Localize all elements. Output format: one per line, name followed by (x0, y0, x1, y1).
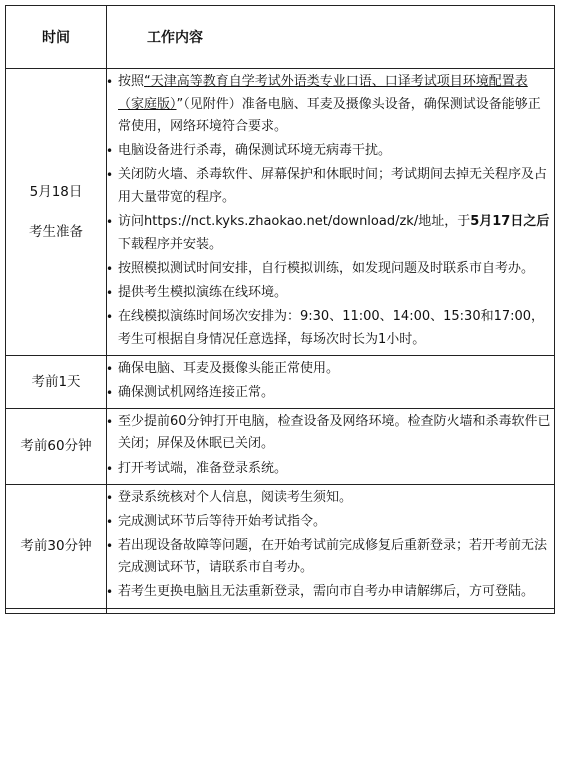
time-line: 考前1天 (31, 373, 81, 390)
list-item: • 确保电脑、耳麦及摄像头能正常使用。 (107, 358, 551, 381)
bullet-icon: • (106, 168, 114, 183)
content-cell (107, 69, 555, 356)
list-item: • 按照“天津高等教育自学考试外语类专业口语、口译考试项目环境配置表（家庭版）”（见附件）准备电脑、耳麦及摄像头设备，确保测试设备能够正常使用，网络环境符合要求。 (107, 71, 551, 139)
bullet-icon: • (106, 538, 114, 553)
time-line: 考前30分钟 (20, 538, 92, 555)
schedule-row (6, 355, 555, 408)
bullet-icon: • (106, 215, 114, 230)
list-item: • 若考生更换电脑且无法重新登录，需向市自考办申请解绑后，方可登陆。 (107, 581, 551, 604)
bullet-icon: • (106, 585, 114, 600)
time-cell (6, 408, 107, 484)
continuation-cell (6, 608, 107, 613)
list-item: • 关闭防火墙、杀毒软件、屏幕保护和休眠时间；考试期间去掉无关程序及占用大量带宽的程序。 (107, 164, 551, 209)
list-item: • 打开考试端，准备登录系统。 (107, 458, 551, 481)
time-line: 考前60分钟 (20, 438, 92, 455)
schedule-row (6, 484, 555, 608)
bullet-icon: • (106, 461, 114, 476)
list-item: • 按照模拟测试时间安排，自行模拟训练，如发现问题及时联系市自考办。 (107, 258, 551, 281)
header-row (6, 6, 555, 69)
bullet-icon: • (106, 285, 114, 300)
time-cell (6, 69, 107, 356)
time-cell (6, 484, 107, 608)
bullet-icon: • (106, 514, 114, 529)
bullet-icon: • (106, 261, 114, 276)
list-item: • 确保测试机网络连接正常。 (107, 382, 551, 405)
list-item: • 若出现设备故障等问题，在开始考试前完成修复后重新登录；若开考前无法完成测试环节，请联系市自考办。 (107, 535, 551, 580)
bullet-icon: • (106, 490, 114, 505)
list-item: • 完成测试环节后等待开始考试指令。 (107, 511, 551, 534)
header-time: 时间 (6, 6, 107, 69)
bullet-icon: • (106, 75, 114, 89)
bullet-icon: • (106, 309, 114, 324)
config-table-link[interactable]: “天津高等教育自学考试外语类专业口语、口译考试项目环境配置表（家庭版） (118, 74, 528, 112)
table-continuation-row (6, 608, 555, 613)
schedule-row (6, 69, 555, 356)
content-cell (107, 355, 555, 408)
schedule-row (6, 408, 555, 484)
bullet-icon: • (106, 414, 114, 429)
list-item: • 登录系统核对个人信息，阅读考生须知。 (107, 487, 551, 510)
list-item: • 在线模拟演练时间场次安排为：9:30、11:00、14:00、15:30和17:00，考生可根据自身情况任意选择，每场次时长为1小时。 (107, 306, 551, 351)
continuation-cell (107, 608, 555, 613)
time-line: 考生准备 (29, 223, 83, 240)
bullet-icon: • (106, 361, 114, 376)
time-cell (6, 355, 107, 408)
list-item: • 访问https://nct.kyks.zhaokao.net/download/zk/地址，于5月17日之后下载程序并安装。 (107, 211, 551, 256)
list-item: • 至少提前60分钟打开电脑，检查设备及网络环境。检查防火墙和杀毒软件已关闭；屏保及休眠已关闭。 (107, 411, 551, 456)
bullet-icon: • (106, 385, 114, 400)
content-cell (107, 408, 555, 484)
schedule-table (5, 5, 555, 614)
list-item: • 电脑设备进行杀毒，确保测试环境无病毒干扰。 (107, 140, 551, 163)
list-item: • 提供考生模拟演练在线环境。 (107, 282, 551, 305)
download-date: 5月17日之后 (470, 214, 550, 230)
header-content: 工作内容 (107, 6, 555, 69)
content-cell (107, 484, 555, 608)
bullet-icon: • (106, 144, 114, 159)
time-line: 5月18日 (29, 183, 83, 200)
